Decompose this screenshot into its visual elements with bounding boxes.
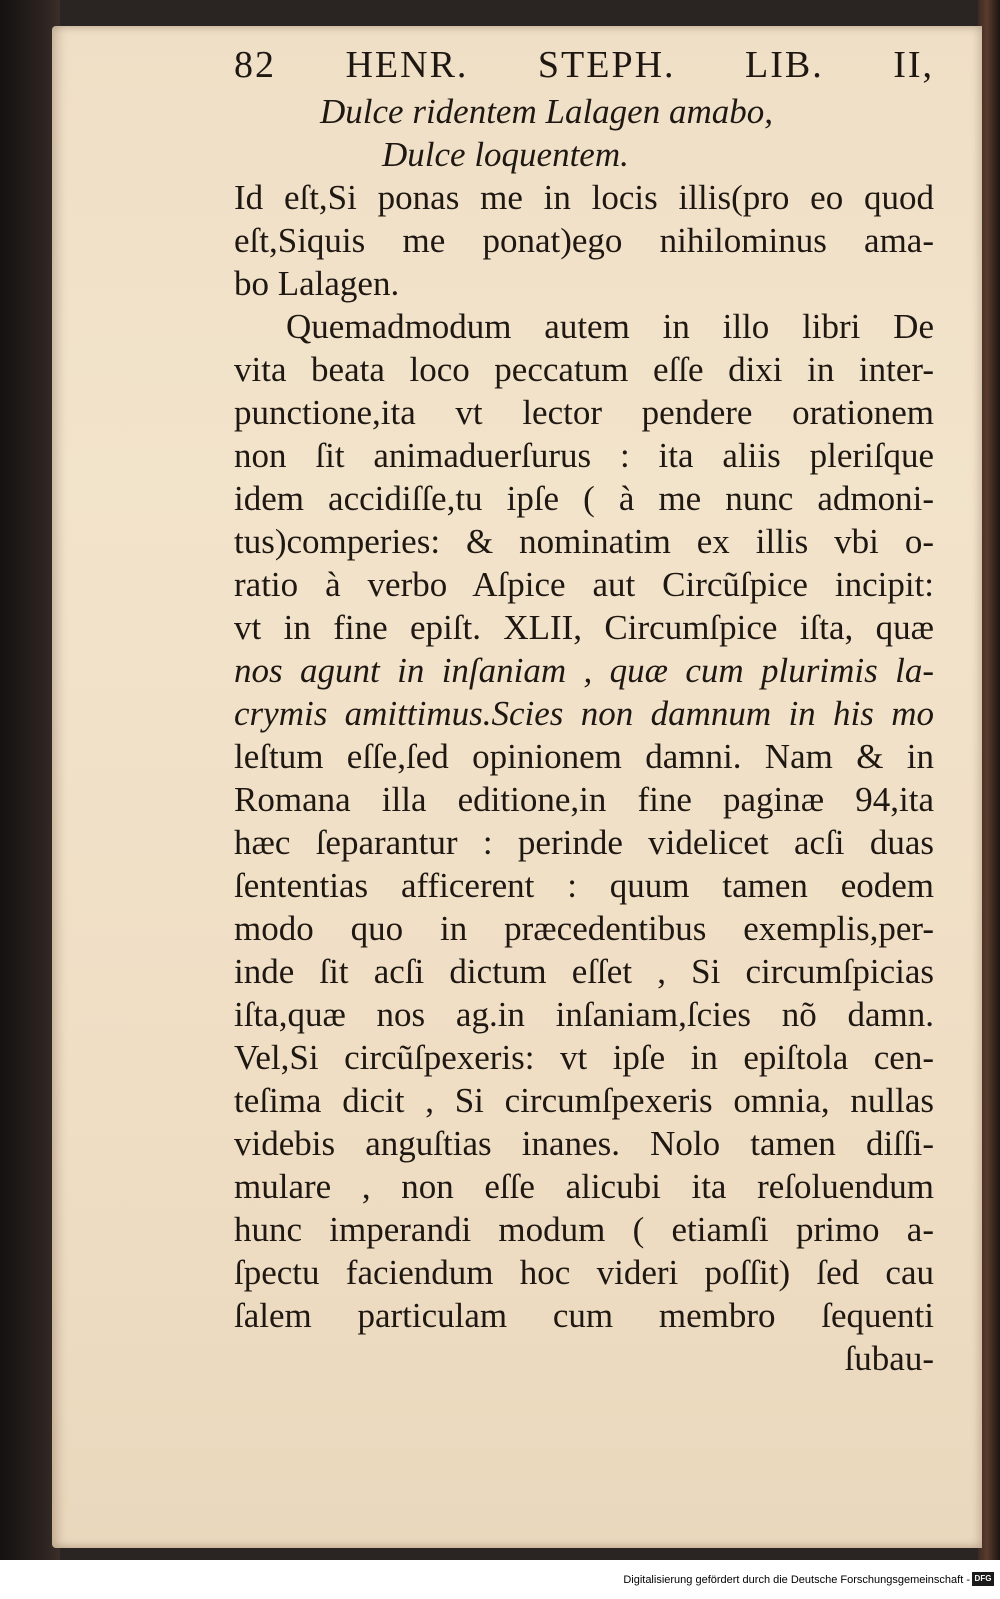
text-line: Id eſt,Si ponas me in locis illis(pro eo quod [234, 178, 934, 217]
text-line: inde ſit acſi dictum eſſet , Si circumſpicias [234, 952, 934, 991]
page-number: 82 [234, 44, 276, 86]
text-line: idem accidiſſe,tu ipſe ( à me nunc admoni- [234, 479, 934, 518]
text-line: teſima dicit , Si circumſpexeris omnia, nullas [234, 1081, 934, 1120]
book-edge-left [0, 0, 60, 1560]
funding-credit: Digitalisierung gefördert durch die Deutsche Forschungsgemeinschaft - [623, 1574, 970, 1586]
body-lines [234, 90, 934, 1380]
text-line: non ſit animaduerſurus : ita aliis pleriſque [234, 436, 934, 475]
text-line: nos agunt in inſaniam , quæ cum plurimis la- [234, 651, 934, 690]
footer-bar [0, 1560, 1000, 1599]
text-line: crymis amittimus.Scies non damnum in his mo [234, 694, 934, 733]
page-text [234, 40, 934, 1380]
text-line: vt in fine epiſt. XLII, Circumſpice iſta, quæ [234, 608, 934, 647]
text-line: Quemadmodum autem in illo libri De [286, 307, 934, 346]
running-head [234, 40, 934, 90]
running-title: HENR. STEPH. LIB. II, [345, 44, 934, 86]
text-line: Vel,Si circũſpexeris: vt ipſe in epiſtola cen- [234, 1038, 934, 1077]
text-line: leſtum eſſe,ſed opinionem damni. Nam & in [234, 737, 934, 776]
text-line: ſalem particulam cum membro ſequenti [234, 1296, 934, 1335]
text-line: ratio à verbo Aſpice aut Circũſpice incipit: [234, 565, 934, 604]
text-line: Dulce loquentem. [382, 135, 629, 174]
text-line: punctione,ita vt lector pendere orationem [234, 393, 934, 432]
text-line: hunc imperandi modum ( etiamſi primo a- [234, 1210, 934, 1249]
text-line: hæc ſeparantur : perinde videlicet acſi duas [234, 823, 934, 862]
text-line: tus)comperies: & nominatim ex illis vbi o- [234, 522, 934, 561]
dfg-logo: DFG [972, 1572, 994, 1586]
text-line: ſententias afficerent : quum tamen eodem [234, 866, 934, 905]
text-line: modo quo in præcedentibus exemplis,per- [234, 909, 934, 948]
text-line: videbis anguſtias inanes. Nolo tamen diſſi- [234, 1124, 934, 1163]
text-line: mulare , non eſſe alicubi ita reſoluendum [234, 1167, 934, 1206]
text-line: eſt,Siquis me ponat)ego nihilominus ama- [234, 221, 934, 260]
text-line: ſubau- [844, 1339, 934, 1378]
text-line: iſta,quæ nos ag.in inſaniam,ſcies nõ damn. [234, 995, 934, 1034]
text-line: ſpectu faciendum hoc videri poſſit) ſed cau [234, 1253, 934, 1292]
text-line: Dulce ridentem Lalagen amabo, [320, 92, 773, 131]
text-line: bo Lalagen. [234, 264, 400, 303]
text-line: Romana illa editione,in fine paginæ 94,ita [234, 780, 934, 819]
text-line: vita beata loco peccatum eſſe dixi in inter- [234, 350, 934, 389]
